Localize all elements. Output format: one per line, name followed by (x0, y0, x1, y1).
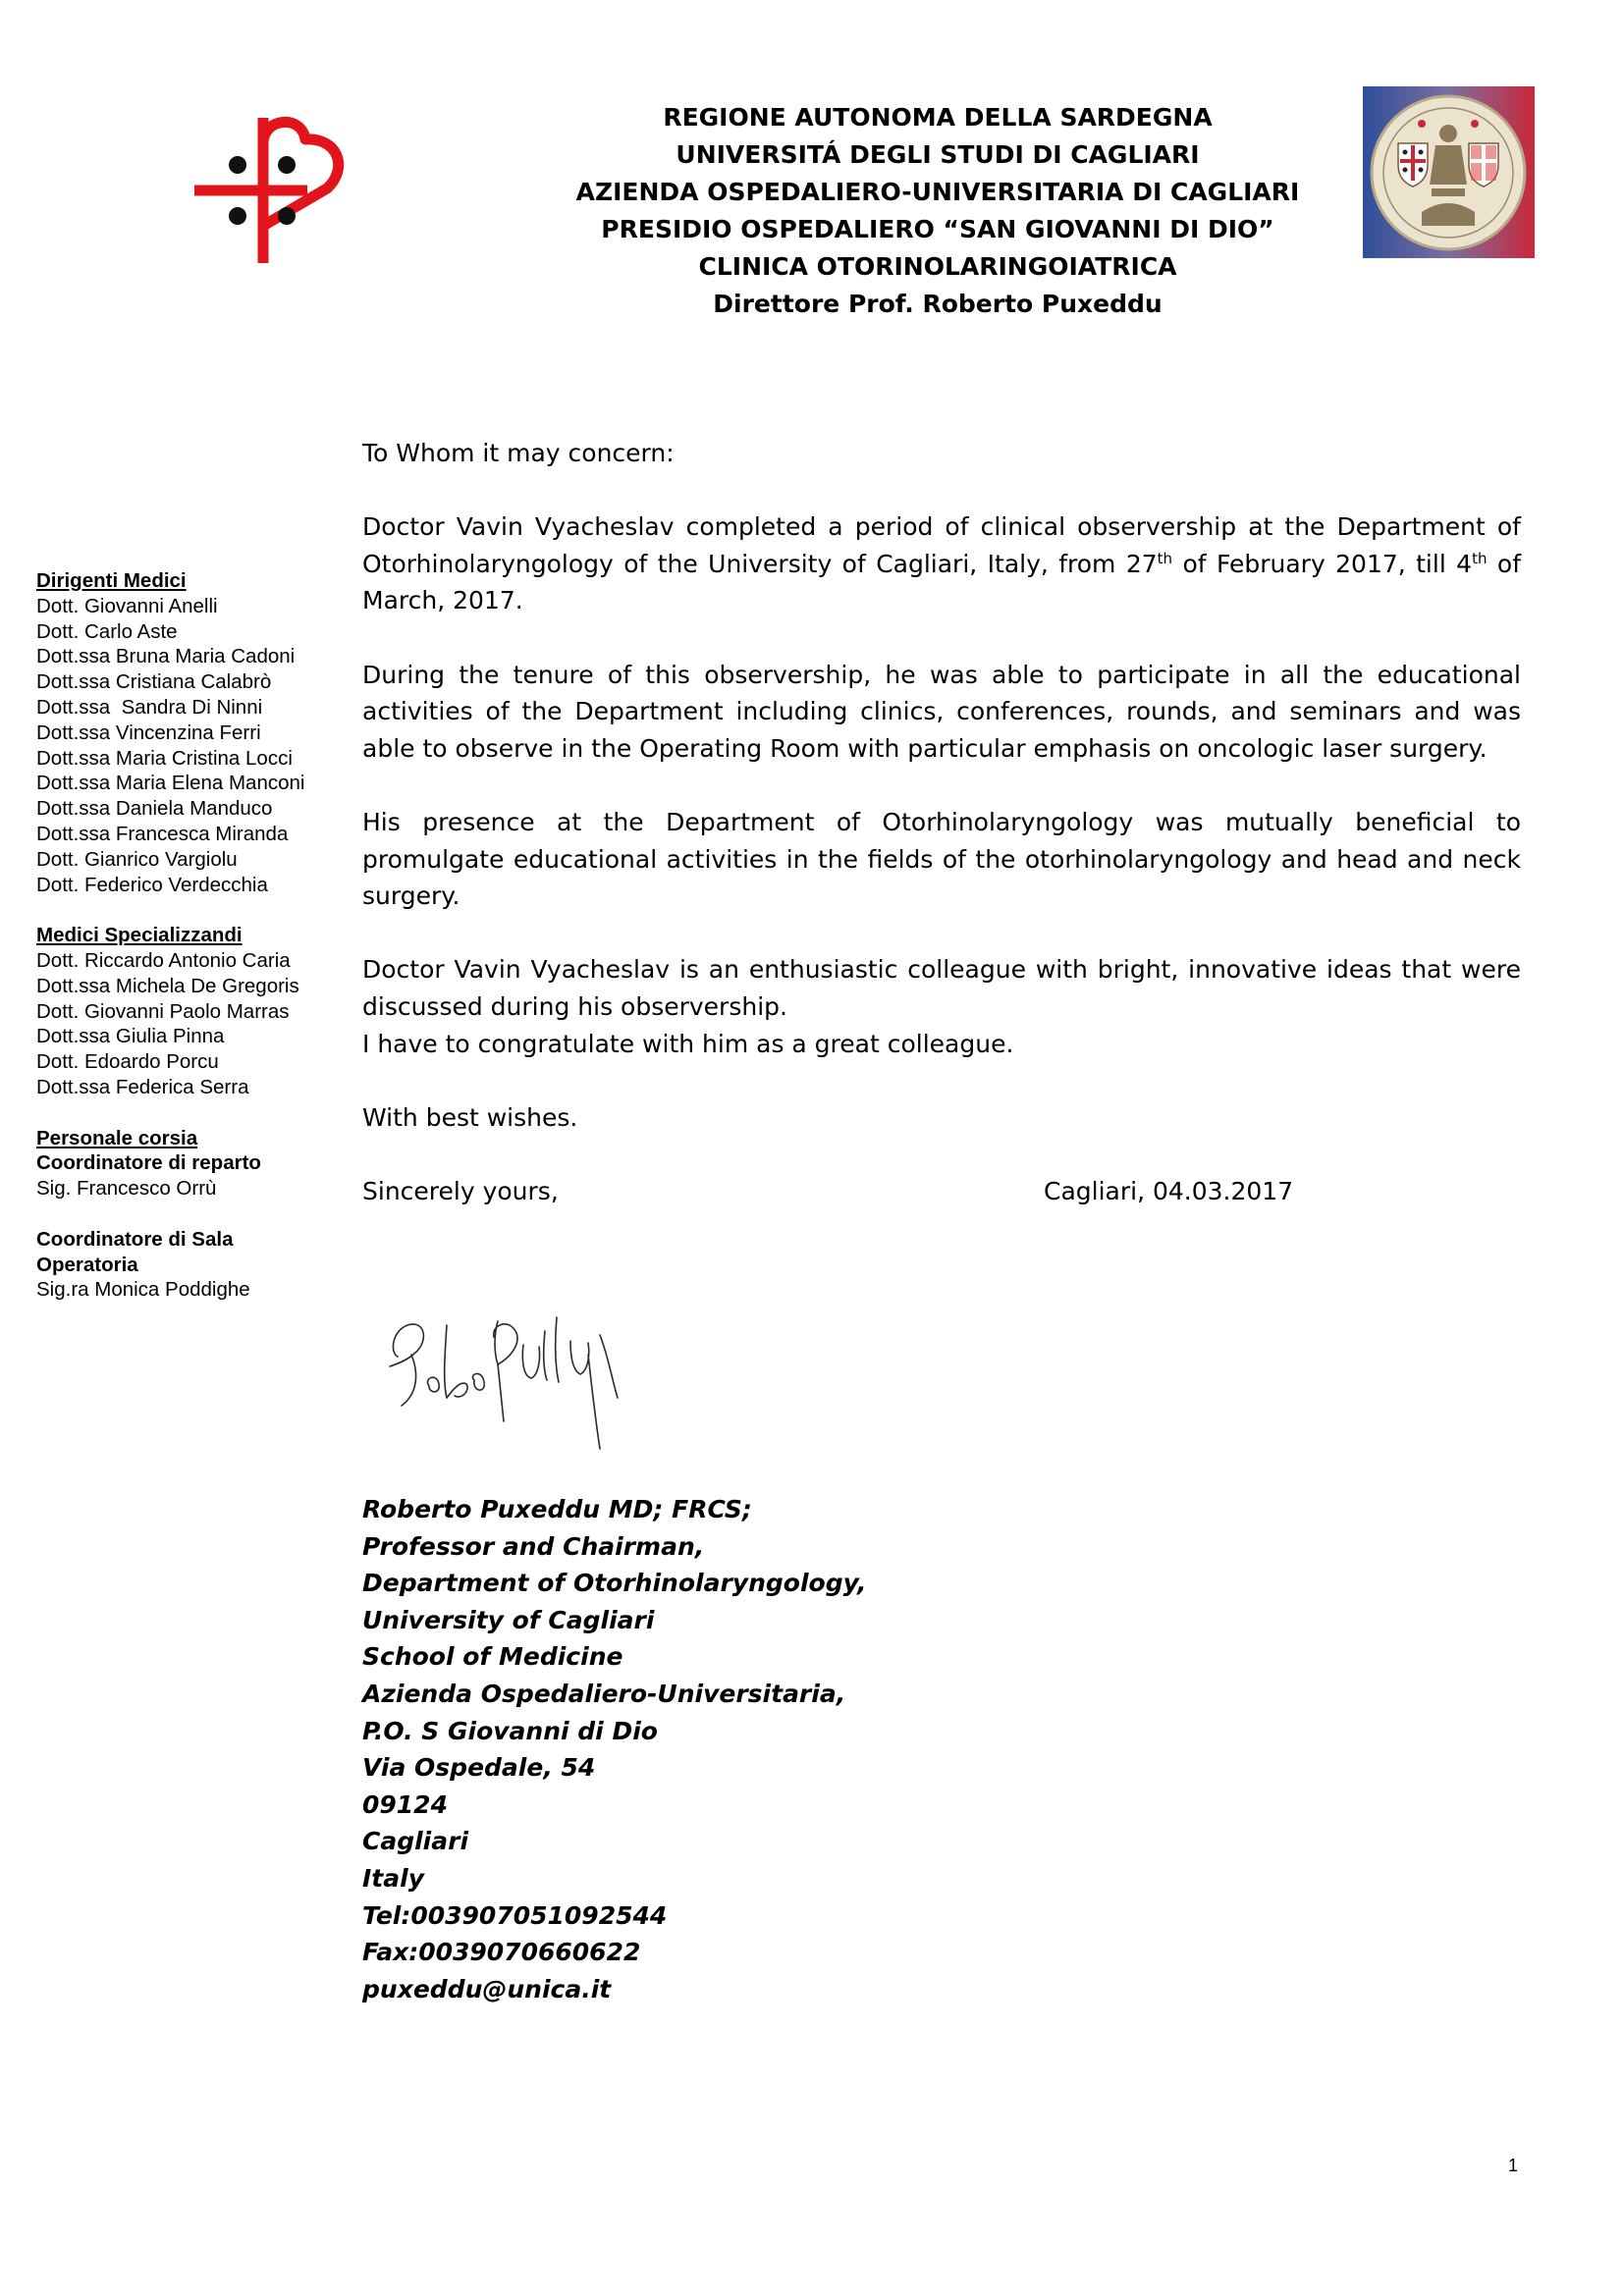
staff-name: Dott.ssa Maria Cristina Locci (36, 746, 293, 770)
handwritten-signature-icon (378, 1296, 648, 1458)
cross-heart-logo-icon (191, 110, 349, 267)
staff-name: Dott. Federico Verdecchia (36, 873, 268, 896)
signatory-street: Via Ospedale, 54 (362, 1753, 596, 1783)
dirigenti-group (36, 568, 341, 897)
dirigenti-heading: Dirigenti Medici (36, 569, 187, 592)
signatory-azienda: Azienda Ospedaliero-Universitaria, (362, 1679, 846, 1708)
header-line-azienda: AZIENDA OSPEDALIERO-UNIVERSITARIA DI CAGLIARI (575, 178, 1300, 206)
header-line-university: UNIVERSITÁ DEGLI STUDI DI CAGLIARI (676, 140, 1200, 169)
paragraph-colleague: Doctor Vavin Vyacheslav is an enthusiastic colleague with bright, innovative ideas that were discussed during his observership. (362, 955, 1521, 1021)
staff-name: Dott.ssa Maria Elena Manconi (36, 772, 305, 795)
staff-name: Dott. Riccardo Antonio Caria (36, 948, 291, 972)
staff-sidebar (36, 568, 341, 1328)
paragraph-tenure: During the tenure of this observership, he was able to participate in all the educational activities of the Department including clinics, conferences, rounds, and seminars and was able to observe in the Operating Room with particular emphasis on oncologic laser surgery. (362, 660, 1521, 763)
coordinatore-sala-label-2: Operatoria (36, 1253, 138, 1276)
staff-name: Dott. Giovanni Anelli (36, 594, 218, 617)
paragraph-observership: Doctor Vavin Vyacheslav completed a period of clinical observership at the Department of Otorhinolaryngology of the University of Cagliari, Italy, from 27th of February 2017, till 4th of March, 2017. (362, 512, 1521, 615)
best-wishes: With best wishes. (362, 1102, 578, 1132)
signatory-postcode: 09124 (362, 1789, 448, 1819)
staff-name: Dott.ssa Cristiana Calabrò (36, 670, 272, 694)
staff-name: Dott.ssa Sandra Di Ninni (36, 695, 263, 719)
staff-name: Dott.ssa Daniela Manduco (36, 797, 273, 821)
header-line-region: REGIONE AUTONOMA DELLA SARDEGNA (663, 103, 1213, 132)
letter-body (362, 435, 1521, 1209)
staff-name: Dott. Gianrico Vargiolu (36, 847, 238, 871)
place-date: Cagliari, 04.03.2017 (1044, 1176, 1294, 1205)
coordinatore-sala-label: Coordinatore di Sala (36, 1227, 234, 1251)
staff-name: Dott.ssa Francesca Miranda (36, 822, 289, 845)
paragraph-congratulate: I have to congratulate with him as a great colleague. (362, 1029, 1014, 1058)
header-line-presidio: PRESIDIO OSPEDALIERO “SAN GIOVANNI DI DIO” (601, 215, 1274, 243)
personale-heading: Personale corsia (36, 1126, 198, 1149)
signatory-title: Professor and Chairman, (362, 1531, 705, 1561)
staff-name: Dott.ssa Michela De Gregoris (36, 974, 299, 997)
staff-name: Dott.ssa Federica Serra (36, 1075, 249, 1098)
closing-row (362, 1173, 1521, 1210)
staff-name: Dott. Carlo Aste (36, 619, 178, 643)
signatory-email: puxeddu@unica.it (362, 1974, 612, 2003)
specializzandi-group (36, 923, 341, 1100)
signatory-country: Italy (362, 1863, 424, 1893)
staff-name: Dott. Edoardo Porcu (36, 1050, 219, 1074)
institution-header (550, 99, 1325, 323)
signatory-name: Roberto Puxeddu MD; FRCS; (362, 1495, 752, 1523)
signatory-tel: Tel:003907051092544 (362, 1900, 668, 1930)
university-seal-icon (1363, 86, 1535, 258)
signatory-school: School of Medicine (362, 1642, 623, 1672)
closing: Sincerely yours, (362, 1176, 559, 1205)
personale-group (36, 1126, 341, 1201)
staff-name: Sig. Francesco Orrù (36, 1177, 217, 1201)
header-line-clinica: CLINICA OTORINOLARINGOIATRICA (698, 252, 1177, 281)
signatory-city: Cagliari (362, 1827, 469, 1856)
signatory-department: Department of Otorhinolaryngology, (362, 1569, 867, 1598)
staff-name: Dott.ssa Giulia Pinna (36, 1025, 225, 1048)
signatory-fax: Fax:0039070660622 (362, 1938, 641, 1967)
sala-group (36, 1227, 341, 1303)
specializzandi-heading: Medici Specializzandi (36, 924, 243, 947)
signatory-presidio: P.O. S Giovanni di Dio (362, 1716, 658, 1745)
paragraph-presence: His presence at the Department of Otorhinolaryngology was mutually beneficial to promulgate educational activities in the fields of the otorhinolaryngology and head and neck surgery. (362, 807, 1521, 911)
staff-name: Sig.ra Monica Poddighe (36, 1278, 250, 1302)
page-number: 1 (1508, 2156, 1519, 2175)
signatory-university: University of Cagliari (362, 1605, 655, 1634)
signature-block (362, 1491, 866, 2007)
staff-name: Dott.ssa Vincenzina Ferri (36, 721, 261, 744)
header-line-direttore: Direttore Prof. Roberto Puxeddu (713, 290, 1163, 318)
staff-name: Dott. Giovanni Paolo Marras (36, 999, 290, 1023)
coordinatore-reparto-label: Coordinatore di reparto (36, 1151, 261, 1175)
staff-name: Dott.ssa Bruna Maria Cadoni (36, 645, 296, 668)
salutation: To Whom it may concern: (362, 439, 675, 467)
